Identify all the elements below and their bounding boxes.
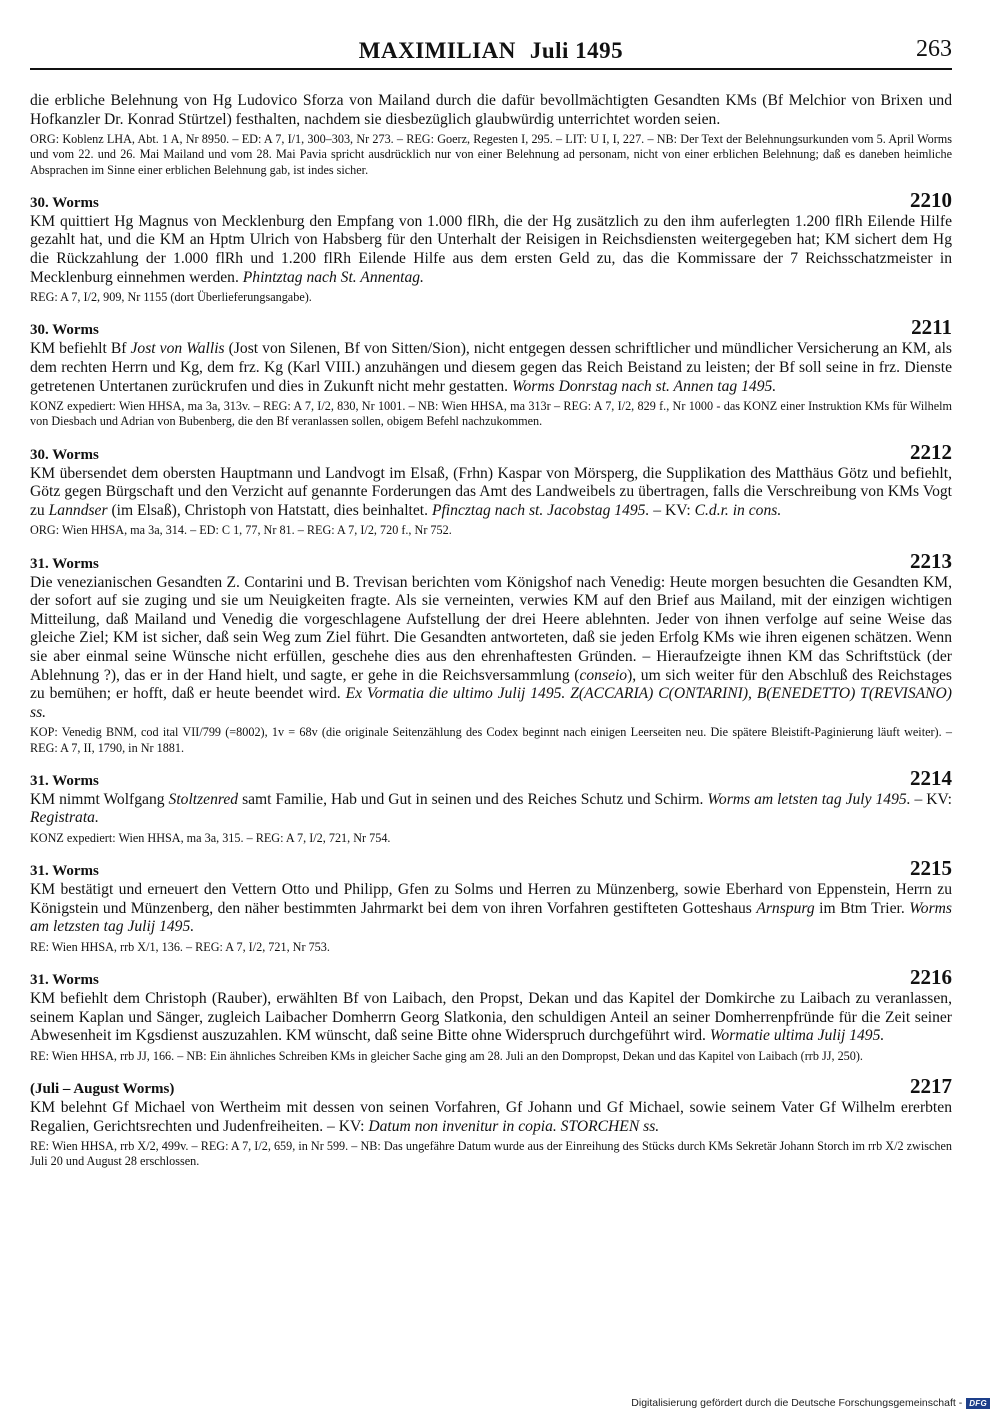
page-number: 263 [916,36,952,62]
entry-date: 31. Worms [30,972,99,989]
entry-closing: Pfincztag nach st. Jacobstag 1495. [431,501,650,519]
entry-header [30,187,952,213]
entry-text [30,791,952,828]
entry-body-a: KM übersendet dem obersten Hauptmann und Landvogt im Elsaß, (Frhn) Kaspar von Mörsperg, die Supplikation des Matthäus Götz und befiehlt, Götz gegen Bürgschaft und den Verzicht auf genannte Forderungen das Amt des Landweibels zu übertragen, falls die Verschreibung von KMs Vogt zu [30,464,952,519]
entry-body-a: KM befiehlt Bf [30,340,127,358]
entry-header [30,548,952,574]
digitization-footer [631,1397,990,1409]
entry-date: 30. Worms [30,194,99,211]
entry-number: 2214 [910,765,952,790]
entry-body-a: Die venezianischen Gesandten Z. Contarini und B. Trevisan berichten vom Königshof nach Venedig: Heute morgen besuchten die Gesandten KM, der sofort auf sie zuging und sie um Neuigkeiten fragte. Als sie verneinten, verwies KM auf den Brief aus Mailand, mit der einzigen wichtigen Mitteilung, daß Mailand und Venedig die vorgeschlagene Aufstellung der drei Heere ablehnten. Jeder von ihnen verfolge auf seine Weise das gleiche Ziel; KM ist sicher, daß sein Weg zum Ziel führt. Die Gesandten antworteten, daß sie jeden Erfolg KMs wie ihren eigenen schätzen. Wenn sie aber einmal seine Wünsche nicht erfüllen, geschehe dies aus den ehrenhaftesten Gründen. – Hieraufzeigte ihnen KM das Schriftstück (der Ablehnung ?), das er in der Hand hielt, und sagte, er gehe in die Reichsversammlung ( [30,573,952,684]
entry-note: RE: Wien HHSA, rrb X/2, 499v. – REG: A 7, I/2, 659, in Nr 599. – NB: Das ungefähre Datum wurde aus der Einreihung des Stücks durch KMs Sekretär Johann Storch im rrb X/2 zwischen Juli 20 und August 28 erschlossen. [30,1139,952,1169]
entry-text [30,1099,952,1136]
entry-note: RE: Wien HHSA, rrb X/1, 136. – REG: A 7, I/2, 721, Nr 753. [30,939,330,954]
entry-header [30,315,952,340]
entry-date: 30. Worms [30,322,99,339]
entry-date: 31. Worms [30,863,99,880]
entry-closing: Worms am letzsten tag Julij 1495. [30,899,952,936]
running-header [30,36,952,70]
entry-number: 2211 [911,315,952,340]
entry-note: KONZ expediert: Wien HHSA, ma 3a, 315. – REG: A 7, I/2, 721, Nr 754. [30,830,391,845]
entry-header [30,965,952,990]
entry-text [30,574,952,723]
entry-body-b: (Jost von Silenen, Bf von Sitten/Sion), nicht entgegen dessen schriftlicher und mündlicher Versicherung an KM, als dem rechten Herrn und Kg, dem frz. Kg (Karl VIII.) anzuhängen und diesem gegen das Reich Beistand zu leisten; der Bf soll seine in frz. Dienste getretenen Untertanen zurückrufen und dies in Zukunft nicht mehr gestatten. [30,340,952,395]
entry-place: Lanndser [48,501,108,519]
entry-number: 2215 [910,856,952,881]
entry-closing: Wormatie ultima Julij 1495. [709,1027,885,1045]
intro-continuation [30,92,952,178]
entry-text [30,213,952,287]
entry-note: RE: Wien HHSA, rrb JJ, 166. – NB: Ein ähnliches Schreiben KMs in gleicher Sache ging am 28. Juli an den Dompropst, Dekan und das Kapitel von Laibach (rrb JJ, 250). [30,1048,863,1063]
header-subtitle: Juli 1495 [529,38,624,63]
entry-closing: Worms am letsten tag July 1495. [707,790,911,808]
entry-body-b: im Btm Trier. [819,899,905,917]
entry-number: 2212 [910,439,952,464]
regest-entry-2210 [30,187,952,306]
entry-header [30,439,952,465]
entry-date: 31. Worms [30,772,99,789]
dfg-logo-icon: DFG [966,1398,990,1409]
entry-text [30,340,952,396]
regest-entry-2213 [30,548,952,756]
regest-entry-2212 [30,439,952,539]
entry-closing: Worms Donrstag nach st. Annen tag 1495. [511,377,777,395]
regest-entry-2211 [30,315,952,429]
kv-label: – KV: [653,501,691,519]
entry-number: 2216 [910,965,952,990]
entry-note: ORG: Wien HHSA, ma 3a, 314. – ED: C 1, 77, Nr 81. – REG: A 7, I/2, 720 f., Nr 752. [30,523,452,538]
page-title [30,38,952,64]
entry-number: 2210 [910,187,952,212]
intro-text: die erbliche Belehnung von Hg Ludovico Sforza von Mailand durch die dafür bevollmächtigten Gesandten KMs (Bf Melchior von Brixen und Hofkanzler Dr. Konrad Stürtzel) festhalten, nachdem sie diesbezüglich glaubwürdig unterrichtet worden seien. [30,92,952,128]
entry-header [30,856,952,881]
entry-body: KM belehnt Gf Michael von Wertheim mit dessen von seinen Vorfahren, Gf Johann und Gf Michael, sowie seinem Vater Gf Wilhelm ererbten Regalien, Gerichtsrechten und Judenfreiheiten. [30,1099,952,1135]
entry-closing: Ex Vormatia die ultimo Julij 1495. Z(ACCARIA) C(ONTARINI), B(ENEDETTO) T(REVISANO) ss. [30,685,952,721]
entry-body: KM befiehlt dem Christoph (Rauber), erwählten Bf von Laibach, den Propst, Dekan und das Kapitel der Domkirche zu Laibach zu veranlassen, seinem Kaplan und Sänger, zugleich Laibacher Domherrn Georg Slatkonia, den schuldigen Anteil an seiner Domherrenpfründe für die Zeit seiner Abwesenheit im Kgsdienst auszuzahlen. KM wünscht, daß seine Bitte ohne Widerspruch durchgeführt wird. [30,990,952,1045]
kv-label: – KV: [327,1117,365,1135]
entry-text [30,881,952,937]
entry-note: KOP: Venedig BNM, cod ital VII/799 (=8002), 1v = 68v (die originale Seitenzählung des Codex beginnt nach einigen Leerseiten neu. Die spätere Bleistift-Paginierung läuft weiter). – REG: A 7, II, 1790, in Nr 1881. [30,725,952,755]
regest-entry-2216 [30,965,952,1064]
regest-entry-2214 [30,765,952,846]
entry-body-b: samt Familie, Hab und Gut in seinen und des Reiches Schutz und Schirm. [242,790,704,808]
entry-body-a: KM bestätigt und erneuert den Vettern Otto und Philipp, Gfen zu Solms und Herren zu Münzenberg, sowie Eberhard von Eppenstein, Herrn zu Königstein und Münzenberg, den näher bestimmten Jahrmarkt bei dem von ihren Vorfahren gestifteten Gotteshaus [30,881,952,917]
kv-text: Registrata. [30,809,99,827]
entry-note: REG: A 7, I/2, 909, Nr 1155 (dort Überlieferungsangabe). [30,290,312,305]
entry-date: 31. Worms [30,555,99,572]
entry-number: 2213 [910,548,952,573]
entry-name: Jost von Wallis [130,340,225,358]
entry-number: 2217 [910,1074,952,1099]
entry-date: (Juli – August Worms) [30,1081,175,1098]
regest-entry-2215 [30,856,952,955]
entry-header [30,765,952,791]
header-title: MAXIMILIAN [358,38,516,63]
entry-text [30,465,952,521]
entry-body: KM quittiert Hg Magnus von Mecklenburg den Empfang von 1.000 flRh, die der Hg zusätzlich zu den ihm auferlegten 1.200 flRh Eilende Hilfe gezahlt hat, und die KM an Hptm Ulrich von Habsberg für den Unterhalt der Reisigen in Reichsdiensten weitergegeben hat; KM sichert dem Hg die Rückzahlung der 1.000 flRh und 1.200 flRh Eilende Hilfe aus dem ersten Geld zu, das die Kommissare der 7 Reichsschatzmeister in Mecklenburg einnehmen werden. [30,212,952,286]
entry-body-b: ), um sich weiter für den Abschluß des Reichstages zu bemühen; er hofft, daß er heute beendet wird. [30,666,952,703]
intro-note: ORG: Koblenz LHA, Abt. 1 A, Nr 8950. – ED: A 7, I/1, 300–303, Nr 273. – REG: Goerz, Regesten I, 295. – LIT: U I, I, 227. – NB: Der Text der Belehnungsurkunden vom 5. April Worms und vom 22. und 26. Mai Mailand und vom 28. Mai Pavia spricht ausdrücklich nur von einer Belehnung ad personam, nicht von einer erblichen Belehnung; daß es daneben heimliche Absprachen im Sinne einer erblichen Belehnung gab, ist indes sicher. [30,132,952,177]
entry-body-b: (im Elsaß), Christoph von Hatstatt, dies beinhaltet. [111,501,429,519]
entry-header [30,1074,952,1099]
entry-date: 30. Worms [30,446,99,463]
footer-text: Digitalisierung gefördert durch die Deutsche Forschungsgemeinschaft - [631,1397,963,1409]
kv-label: – KV: [914,790,952,808]
kv-text: C.d.r. in cons. [694,501,782,519]
entry-closing: Phintztag nach St. Annentag. [242,268,424,286]
entry-body-a: KM nimmt Wolfgang [30,790,165,808]
document-page [30,36,952,1170]
entry-text [30,990,952,1046]
kv-text: Datum non invenitur in copia. STORCHEN ss. [368,1117,660,1135]
entry-place: Arnspurg [756,899,815,917]
page-content [30,92,952,1170]
entry-name: Stoltzenred [168,790,239,808]
entry-term: conseio [579,666,628,684]
regest-entry-2217 [30,1074,952,1170]
entry-note: KONZ expediert: Wien HHSA, ma 3a, 313v. – REG: A 7, I/2, 830, Nr 1001. – NB: Wien HHSA, ma 313r – REG: A 7, I/2, 829 f., Nr 1000 - das KONZ einer Instruktion KMs für Wilhelm von Diesbach und Adrian von Bubenberg, die den Bf veranlassen sollen, obigem Befehl nachzukommen. [30,399,952,429]
